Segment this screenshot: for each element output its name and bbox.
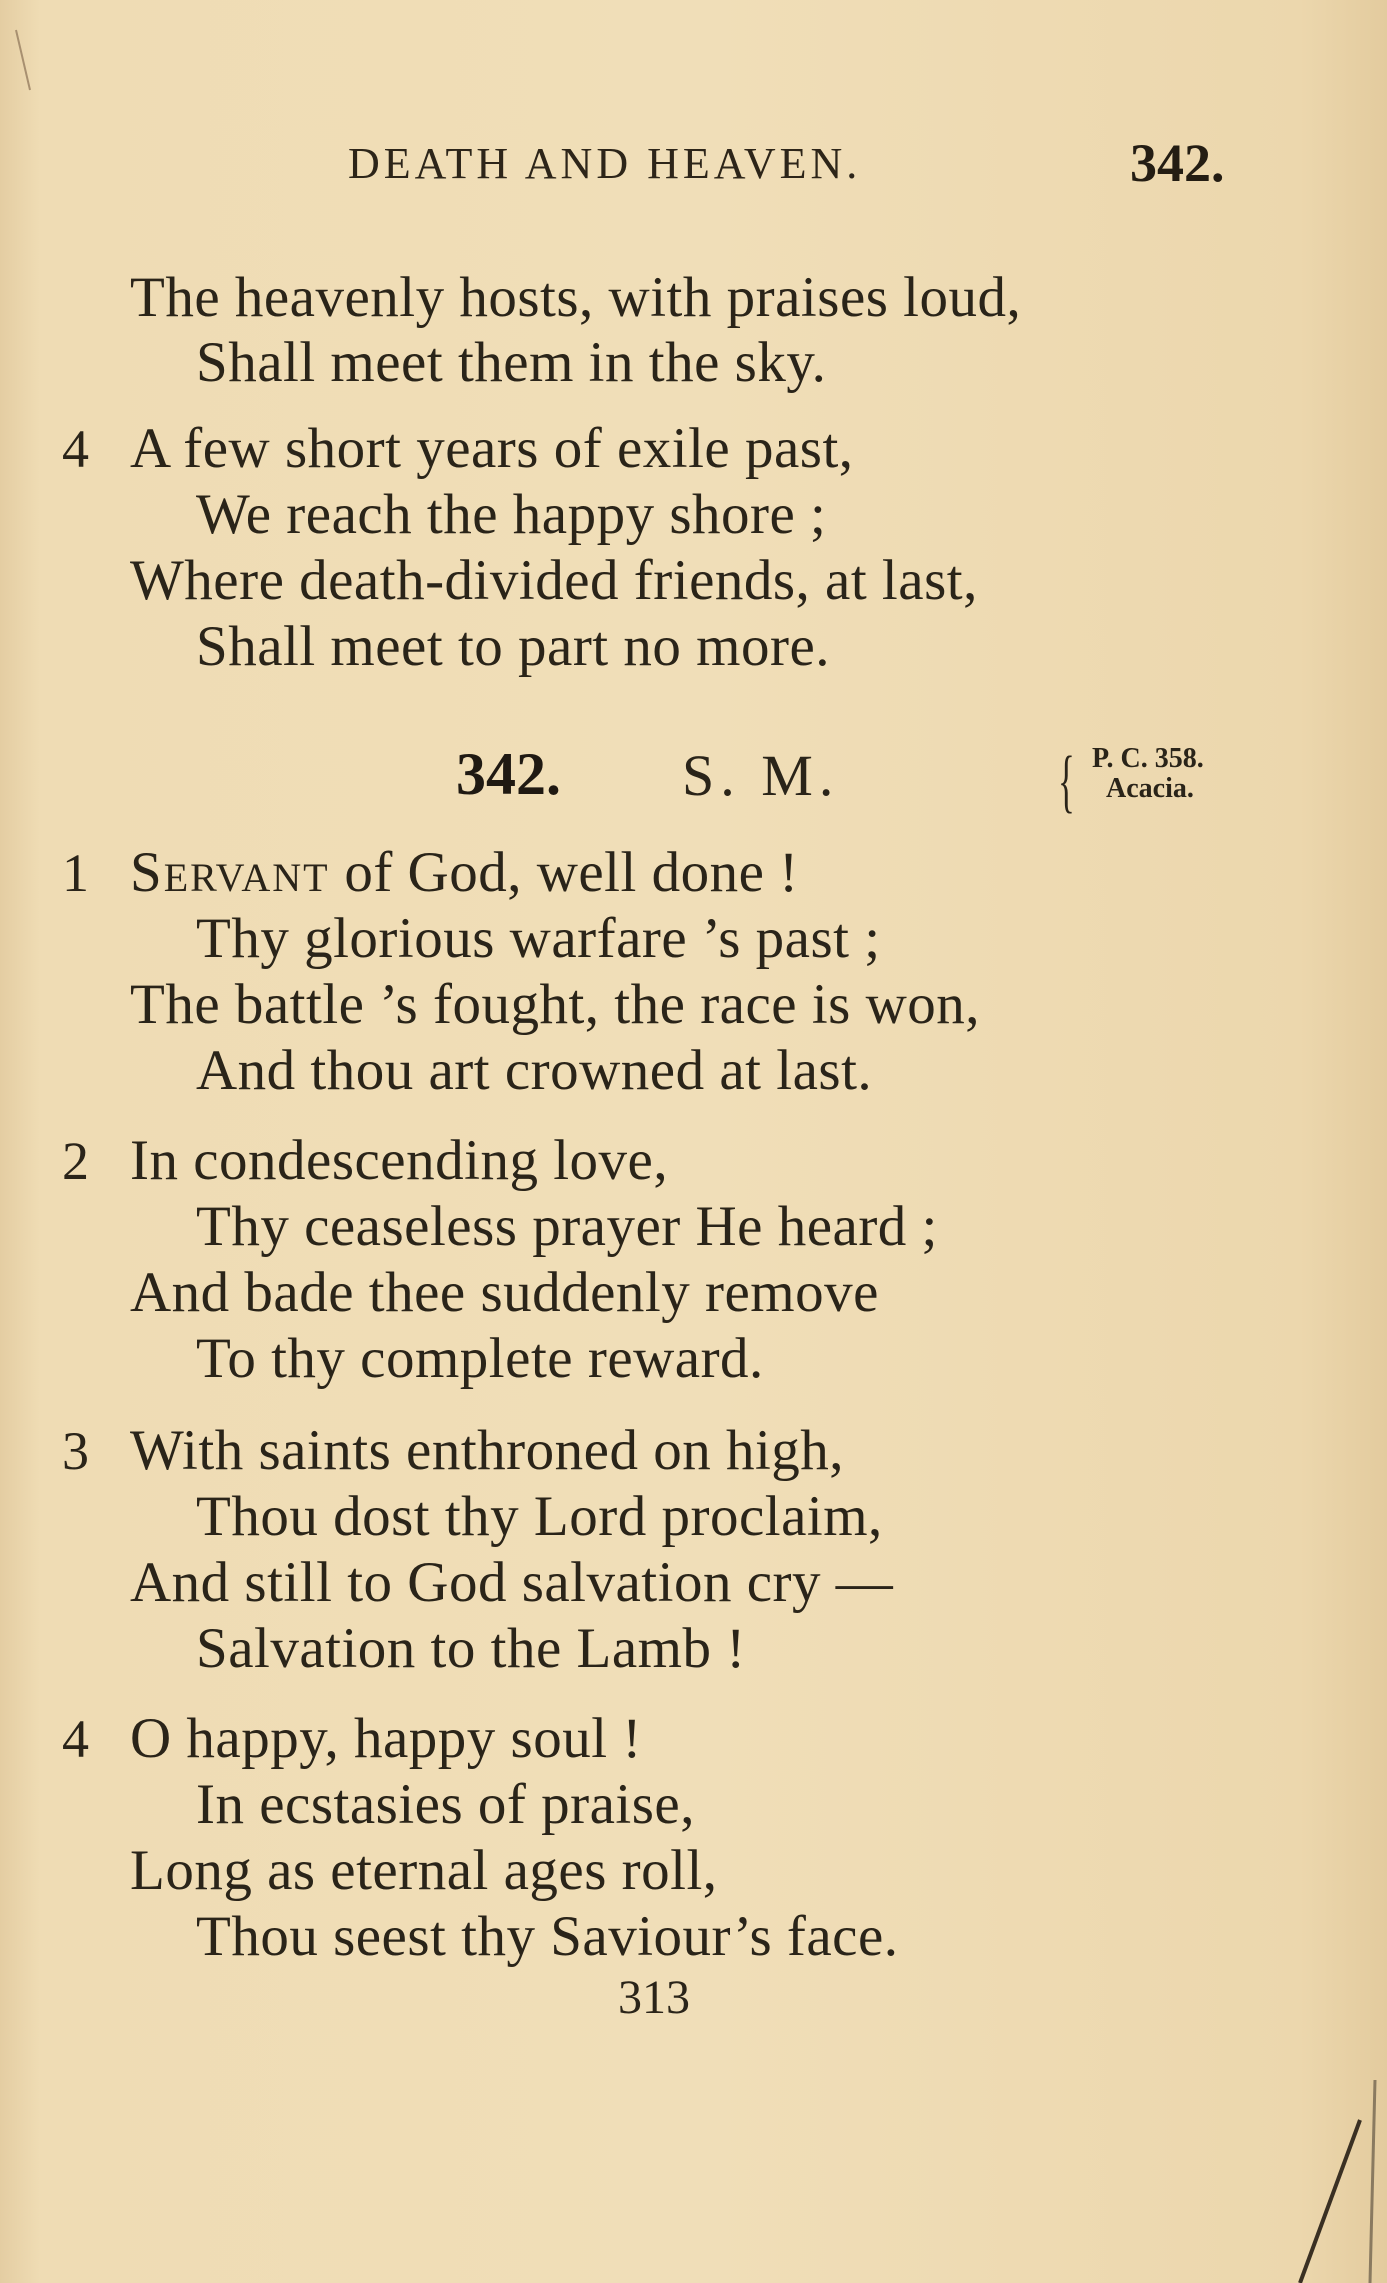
tune-reference-number: P. C. 358. [1092, 743, 1204, 774]
verse-line: With saints enthroned on high, [130, 1419, 845, 1482]
verse-line: Thou dost thy Lord proclaim, [196, 1485, 883, 1548]
tune-reference [1092, 744, 1204, 804]
verse-line: In condescending love, [130, 1129, 669, 1192]
verse-line: And thou art crowned at last. [196, 1039, 873, 1102]
verse-line: Long as eternal ages roll, [130, 1839, 718, 1902]
verse-line: We reach the happy shore ; [196, 483, 827, 546]
verse-line: To thy complete reward. [196, 1327, 764, 1390]
hymn-number: 342. [456, 741, 561, 807]
verse-line: Salvation to the Lamb ! [196, 1617, 746, 1680]
verse-line: In ecstasies of praise, [196, 1773, 695, 1836]
verse-line: Thou seest thy Saviour’s face. [196, 1905, 899, 1968]
stanza-number: 3 [62, 1421, 89, 1481]
verse-line: The battle ’s fought, the race is won, [130, 973, 981, 1036]
verse-line: Thy ceaseless prayer He heard ; [196, 1195, 938, 1258]
verse-line: Where death-divided friends, at last, [130, 549, 978, 612]
stanza-number: 4 [62, 1709, 89, 1769]
page-number: 342. [1130, 133, 1225, 193]
verse-line: O happy, happy soul ! [130, 1707, 642, 1770]
stanza-number: 4 [62, 419, 89, 479]
first-line-rest: of God, well done ! [329, 841, 799, 904]
corner-crease [16, 30, 30, 90]
running-title: DEATH AND HEAVEN. [348, 139, 862, 188]
verse-line-first [130, 840, 799, 905]
first-word-smallcaps: Servant [130, 841, 330, 904]
verse-line: And bade thee suddenly remove [130, 1261, 879, 1324]
verse-line: And still to God salvation cry — [130, 1551, 894, 1614]
edge-shadow [1370, 2080, 1375, 2283]
edge-fold-line [1300, 2120, 1360, 2283]
page-header [0, 133, 1387, 198]
stanza-number: 1 [62, 843, 89, 903]
verse-line: A few short years of exile past, [130, 417, 854, 480]
folio-number: 313 [618, 1971, 690, 2024]
verse-line: Shall meet them in the sky. [196, 331, 827, 394]
brace-glyph: { [1058, 743, 1075, 820]
tune-name: Acacia. [1106, 773, 1194, 804]
verse-line: The heavenly hosts, with praises loud, [130, 266, 1022, 329]
hymn-meter: S. M. [682, 743, 840, 808]
verse-line: Thy glorious warfare ’s past ; [196, 907, 881, 970]
hymn-heading [0, 740, 1387, 820]
stanza-number: 2 [62, 1131, 89, 1191]
verse-line: Shall meet to part no more. [196, 615, 831, 678]
